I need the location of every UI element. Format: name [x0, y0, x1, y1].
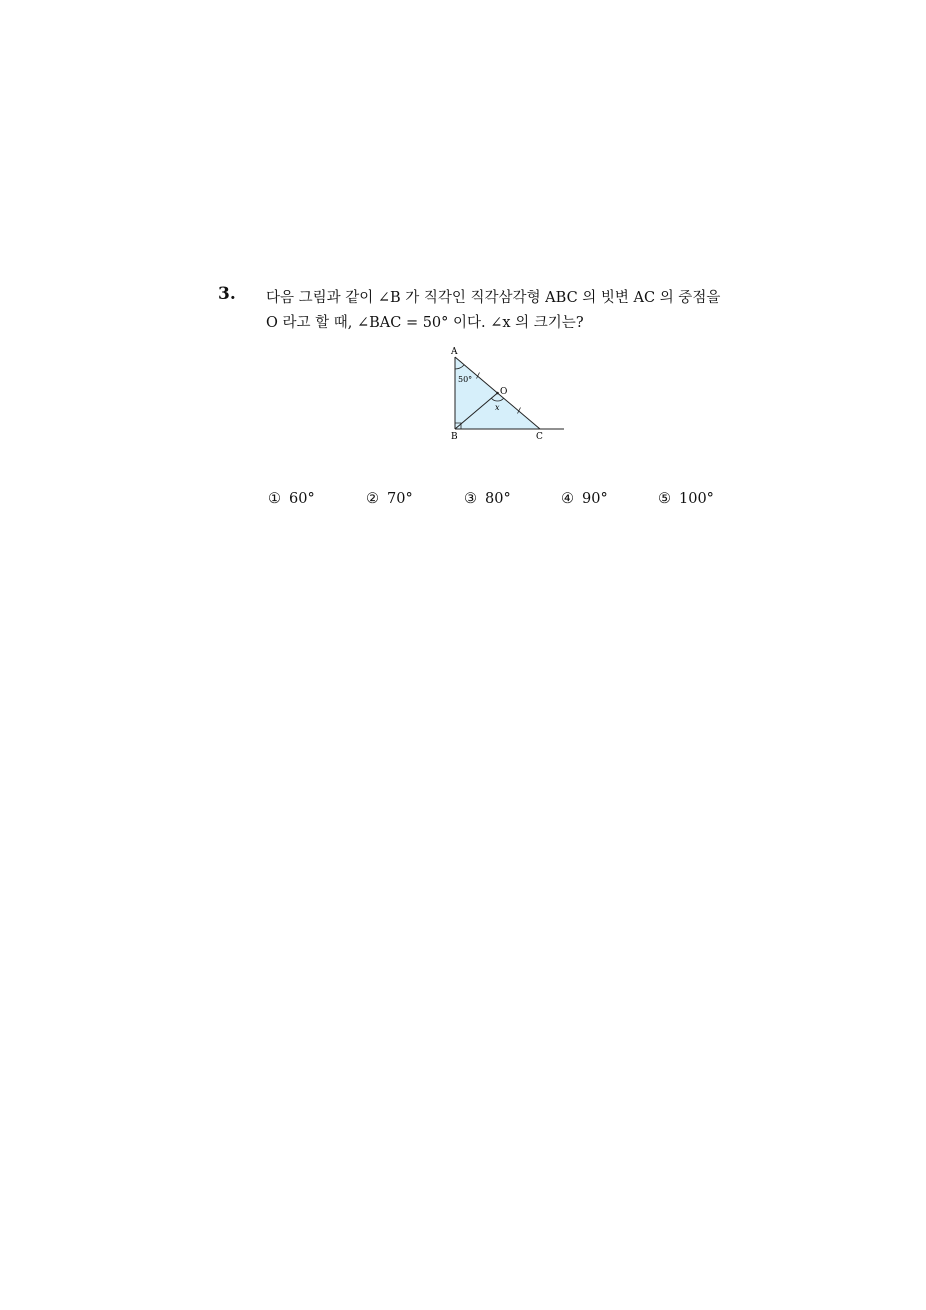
- choice-2-mark: ②: [366, 491, 379, 507]
- choice-4-mark: ④: [561, 491, 574, 507]
- choice-3[interactable]: [464, 491, 511, 507]
- problem-number: 3.: [218, 284, 236, 304]
- label-a: A: [451, 347, 458, 357]
- problem-line-2: O 라고 할 때, ∠BAC = 50° 이다. ∠x 의 크기는?: [266, 315, 584, 331]
- choice-2[interactable]: [366, 491, 413, 507]
- triangle-figure: [440, 340, 580, 450]
- choice-1-value: 60°: [289, 491, 315, 507]
- choice-4[interactable]: [561, 491, 608, 507]
- point-o: [496, 392, 499, 395]
- problem-line-1: 다음 그림과 같이 ∠B 가 직각인 직각삼각형 ABC 의 빗변 AC 의 중점을: [266, 290, 721, 306]
- choice-5-mark: ⑤: [658, 491, 671, 507]
- problem-statement: [266, 286, 786, 336]
- label-c: C: [536, 432, 543, 442]
- choice-1-mark: ①: [268, 491, 281, 507]
- choice-1[interactable]: [268, 491, 315, 507]
- choice-3-mark: ③: [464, 491, 477, 507]
- angle-x-label: x: [495, 403, 500, 412]
- choice-2-value: 70°: [387, 491, 413, 507]
- choice-5[interactable]: [658, 491, 714, 507]
- choice-4-value: 90°: [582, 491, 608, 507]
- label-b: B: [451, 432, 458, 442]
- triangle-diagram: [440, 340, 580, 450]
- choice-5-value: 100°: [679, 491, 714, 507]
- angle-a-label: 50°: [458, 375, 473, 384]
- choice-3-value: 80°: [485, 491, 511, 507]
- label-o: O: [500, 387, 508, 397]
